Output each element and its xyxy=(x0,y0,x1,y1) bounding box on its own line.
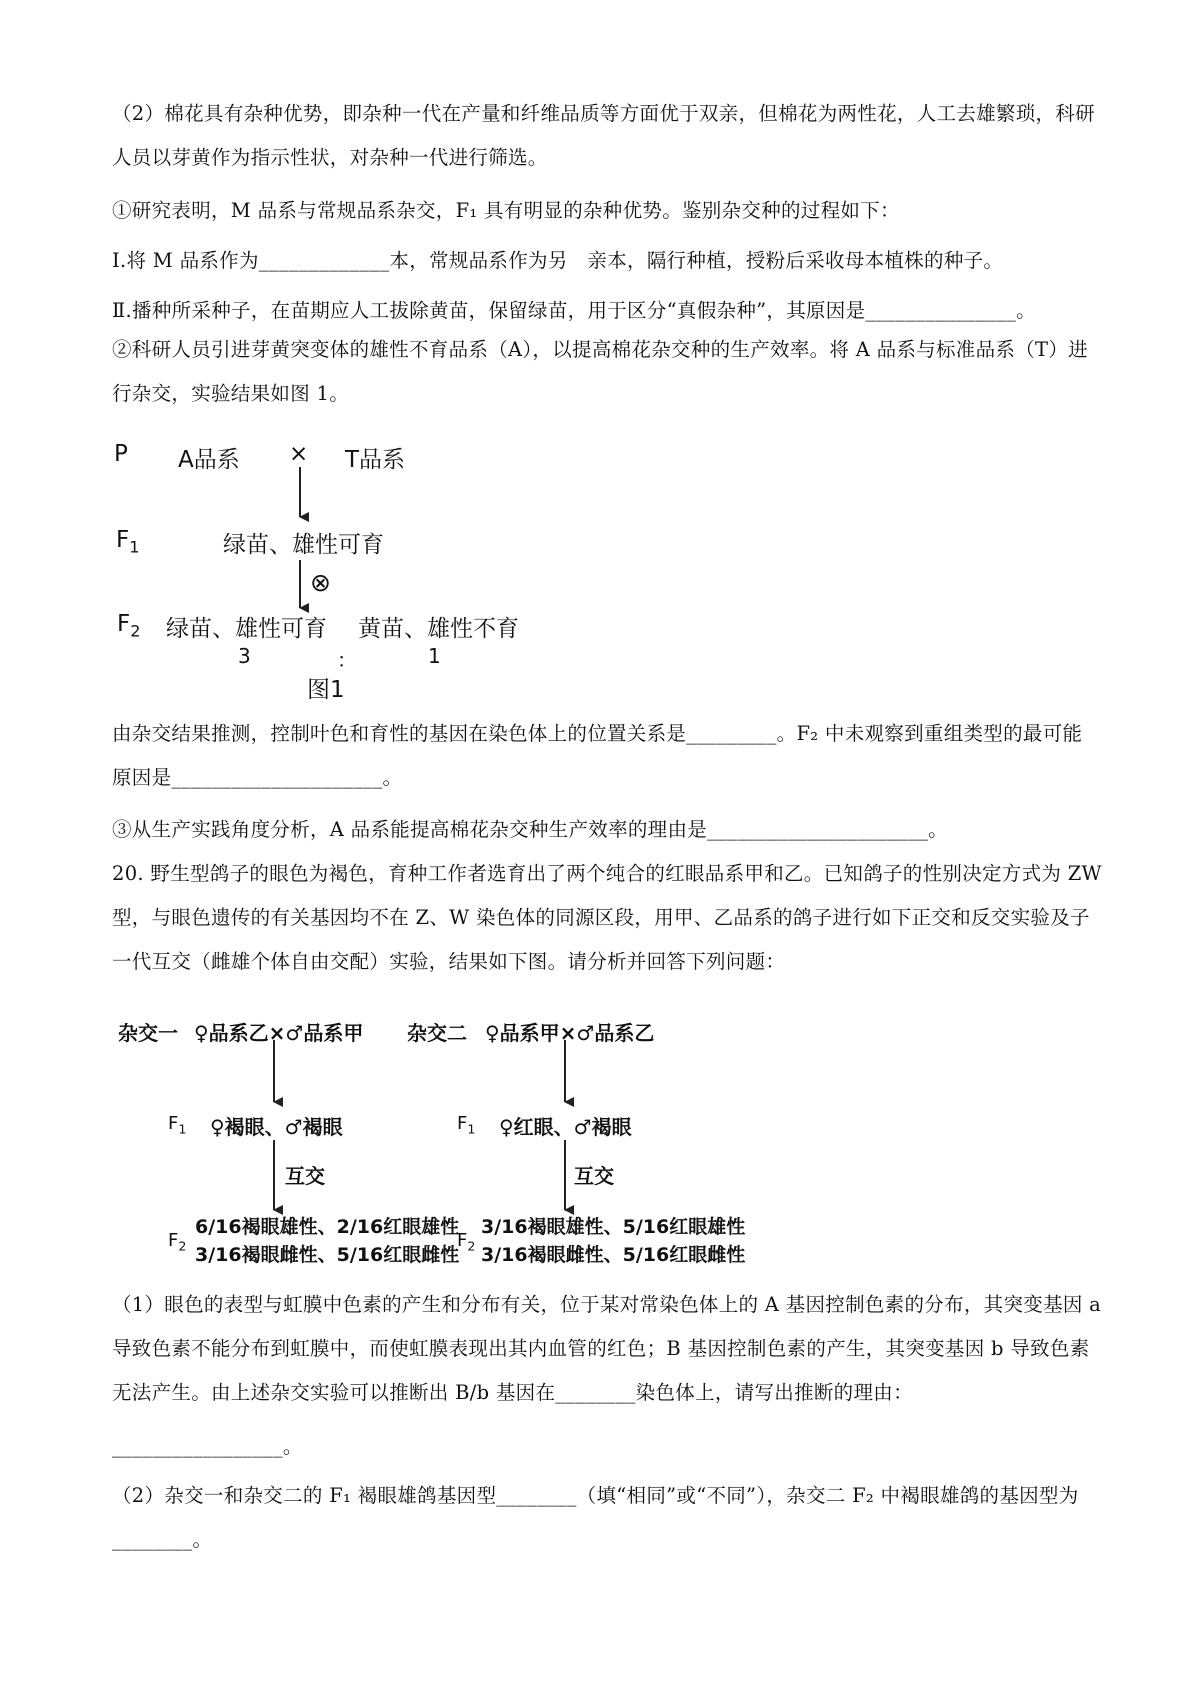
fig1-self-symbol: ⊗ xyxy=(310,568,331,597)
fig2-cross2-f2-line2: 3/16褐眼雌性、5/16红眼雌性 xyxy=(481,1244,746,1266)
fig2-cross1-f1-label: $F_1$ xyxy=(168,1113,187,1137)
fig2-cross2-f1-label: $F_1$ xyxy=(457,1113,476,1137)
q20-sub1: （1）眼色的表型与虹膜中色素的产生和分布有关，位于某对常染色体上的 A 基因控制色素的分布，其突变基因 a 导致色素不能分布到虹膜中，而使虹膜表现出其内血管的红色；B 基因控制色素的产生，其突变基因 b 导致色素无法产生。由上述杂交实验可以推断出 B/b 基因在________染色体上，请写出推断的理由： xyxy=(112,1293,1102,1404)
q20-sub1-blank: _________________。 xyxy=(112,1435,303,1458)
q20-sub2: （2）杂交一和杂交二的 F₁ 褐眼雄鸽基因型________（填“相同”或“不同”），杂交二 F₂ 中褐眼雄鸽的基因型为________。 xyxy=(112,1484,1079,1551)
fig2-cross2-parents: ♀品系甲×♂品系乙 xyxy=(485,1021,655,1045)
fig1-f2-label: $F_2$ xyxy=(117,611,141,641)
q2-item1: ①研究表明，M 品系与常规品系杂交，F₁ 具有明显的杂种优势。鉴别杂交种的过程如下： xyxy=(112,199,900,222)
q2-item3: ③从生产实践角度分析，A 品系能提高棉花杂交种生产效率的理由是______________________。 xyxy=(112,818,948,841)
q2-item2: ②科研人员引进芽黄突变体的雄性不育品系（A），以提高棉花杂交种的生产效率。将 A 品系与标准品系（T）进行杂交，实验结果如图 1。 xyxy=(112,338,1088,405)
fig1-ratio-1: 3 xyxy=(238,644,251,668)
fig1-ratio-colon: ： xyxy=(337,648,357,672)
fig1-p-label: P xyxy=(114,441,128,467)
fig2-cross1-f1: ♀褐眼、♂褐眼 xyxy=(210,1115,343,1139)
fig2-cross1-f2-line1: 6/16褐眼雄性、2/16红眼雄性 xyxy=(195,1216,460,1238)
fig2-cross2-intercross: 互交 xyxy=(574,1164,614,1188)
fig2-cross1-parents: ♀品系乙×♂品系甲 xyxy=(194,1021,364,1045)
fig1-f1-label: $F_1$ xyxy=(116,527,140,557)
fig1-f2-phenotype-1: 绿苗、雄性可育 xyxy=(166,616,327,642)
fig2-cross2-f2-line1: 3/16褐眼雄性、5/16红眼雄性 xyxy=(481,1216,746,1238)
fig2-cross1-intercross: 互交 xyxy=(285,1164,325,1188)
fig1-t-line: T品系 xyxy=(345,447,406,473)
q2-step1: Ⅰ.将 M 品系作为_____________本，常规品系作为另 亲本，隔行种植，授粉后采收母本植株的种子。 xyxy=(112,249,1004,272)
q20-stem: 20. 野生型鸽子的眼色为褐色，育种工作者选育出了两个纯合的红眼品系甲和乙。已知鸽子的性别决定方式为 ZW 型，与眼色遗传的有关基因均不在 Z、W 染色体的同源区段，用甲、乙品系的鸽子进行如下正交和反交实验及子一代互交（雌雄个体自由交配）实验，结果如下图。请分析并回答下列问题： xyxy=(112,862,1102,973)
q2-after-fig1: 由杂交结果推测，控制叶色和育性的基因在染色体上的位置关系是_________。F₂ 中未观察到重组类型的最可能原因是_____________________。 xyxy=(112,722,1083,789)
fig1-caption: 图1 xyxy=(307,677,345,703)
fig1-f2-phenotype-2: 黄苗、雄性不育 xyxy=(358,616,519,642)
fig2-cross2-f2-label: $F_2$ xyxy=(457,1230,476,1254)
fig2-cross2-f1: ♀红眼、♂褐眼 xyxy=(499,1115,632,1139)
fig2-cross2-label: 杂交二 xyxy=(407,1021,467,1045)
fig2-cross1-label: 杂交一 xyxy=(118,1021,178,1045)
fig2-cross1-f2-line2: 3/16褐眼雌性、5/16红眼雌性 xyxy=(195,1244,460,1266)
fig1-f1-phenotype: 绿苗、雄性可育 xyxy=(223,532,384,558)
fig1-a-line: A品系 xyxy=(178,447,240,473)
q2-step2: Ⅱ.播种所采种子，在苗期应人工拔除黄苗，保留绿苗，用于区分“真假杂种”，其原因是_______________。 xyxy=(112,299,1036,322)
q2-intro: （2）棉花具有杂种优势，即杂种一代在产量和纤维品质等方面优于双亲，但棉花为两性花，人工去雄繁琐，科研人员以芽黄作为指示性状，对杂种一代进行筛选。 xyxy=(112,102,1095,169)
fig1-cross-symbol: × xyxy=(289,441,309,467)
fig1-ratio-2: 1 xyxy=(428,644,441,668)
fig2-cross1-f2-label: $F_2$ xyxy=(168,1230,187,1254)
